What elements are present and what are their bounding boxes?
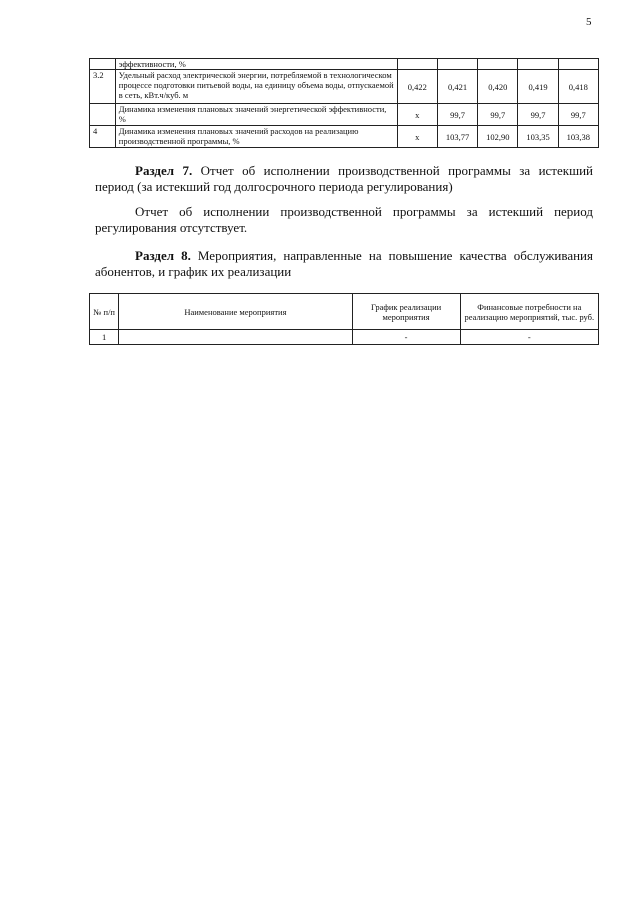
value-cell: 99,7 (558, 104, 598, 126)
table-header-row (90, 294, 599, 330)
value-cell (518, 59, 558, 70)
row-number: 4 (90, 126, 116, 148)
value-cell: 103,77 (437, 126, 477, 148)
section-8-title: Мероприятия, направленные на повышение качества обслуживания абонентов, и график их реализации (95, 248, 593, 279)
section-7-title: Отчет об исполнении производственной программы за истекший период (за истекший год долгосрочного периода регулирования) (95, 163, 593, 194)
section-8-label: Раздел 8. (135, 248, 191, 263)
value-cell (558, 59, 598, 70)
section-7-label: Раздел 7. (135, 163, 193, 178)
table-row (90, 70, 599, 104)
row-name: Динамика изменения плановых значений энергетической эффективности, % (115, 104, 397, 126)
header-name: Наименование мероприятия (119, 294, 352, 330)
page-number: 5 (586, 16, 592, 28)
row-name: Динамика изменения плановых значений расходов на реализацию производственной программы, % (115, 126, 397, 148)
table-row (90, 104, 599, 126)
value-cell: 103,38 (558, 126, 598, 148)
row-number (90, 59, 116, 70)
value-cell: 99,7 (478, 104, 518, 126)
measures-table (89, 293, 599, 345)
table-row (90, 126, 599, 148)
value-cell: 99,7 (437, 104, 477, 126)
row-number (90, 104, 116, 126)
value-cell: 102,90 (478, 126, 518, 148)
row-name (119, 330, 352, 345)
header-schedule: График реализации мероприятия (352, 294, 460, 330)
row-number: 1 (90, 330, 119, 345)
value-cell: x (397, 126, 437, 148)
indicators-table (89, 58, 599, 148)
row-finance: - (460, 330, 598, 345)
row-number: 3.2 (90, 70, 116, 104)
section-7-body: Отчет об исполнении производственной программы за истекший период регулирования отсутствует. (95, 204, 593, 235)
value-cell: 0,419 (518, 70, 558, 104)
value-cell: 0,422 (397, 70, 437, 104)
value-cell: 0,418 (558, 70, 598, 104)
value-cell (397, 59, 437, 70)
value-cell: x (397, 104, 437, 126)
value-cell (478, 59, 518, 70)
row-name: эффективности, % (115, 59, 397, 70)
header-finance: Финансовые потребности на реализацию мероприятий, тыс. руб. (460, 294, 598, 330)
section-8-heading (95, 248, 593, 280)
table-row (90, 59, 599, 70)
value-cell: 0,421 (437, 70, 477, 104)
header-number: № п/п (90, 294, 119, 330)
value-cell: 103,35 (518, 126, 558, 148)
section-7-heading (95, 163, 593, 195)
value-cell (437, 59, 477, 70)
table-row (90, 330, 599, 345)
value-cell: 0,420 (478, 70, 518, 104)
value-cell: 99,7 (518, 104, 558, 126)
row-name: Удельный расход электрической энергии, потребляемой в технологическом процессе подготовки питьевой воды, на единицу объема воды, отпускаемой в сеть, кВт.ч/куб. м (115, 70, 397, 104)
row-schedule: - (352, 330, 460, 345)
